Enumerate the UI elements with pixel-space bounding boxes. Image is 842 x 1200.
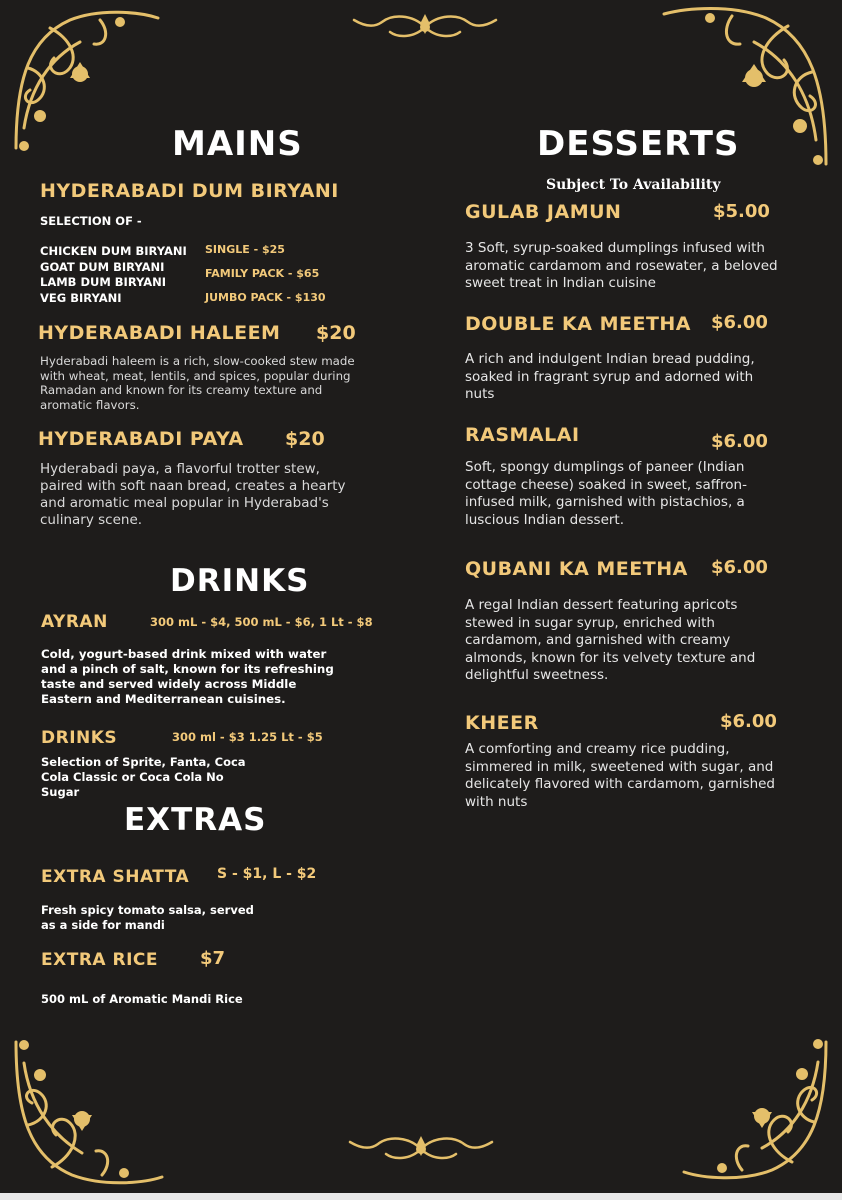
desserts-heading: DESSERTS (537, 124, 740, 164)
gulab-jamun-description: 3 Soft, syrup-soaked dumplings infused with aromatic cardamom and rosewater, a beloved sweet treat in Indian cuisine (465, 240, 778, 291)
double-ka-meetha-title: DOUBLE KA MEETHA (465, 313, 692, 335)
paya-title: HYDERABADI PAYA (38, 428, 244, 450)
rice-price: $7 (200, 948, 226, 969)
qubani-ka-meetha-price: $6.00 (711, 557, 768, 578)
rice-description: 500 mL of Aromatic Mandi Rice (41, 992, 243, 1006)
biryani-title: HYDERABADI DUM BIRYANI (40, 180, 339, 202)
biryani-selection-label: SELECTION OF - (40, 214, 142, 228)
double-ka-meetha-description: A rich and indulgent Indian bread pudding, soaked in fragrant syrup and adorned with nuts (465, 351, 755, 402)
drinks-heading: DRINKS (170, 563, 310, 599)
biryani-options-list (40, 244, 187, 306)
paya-description: Hyderabadi paya, a flavorful trotter stew, paired with soft naan bread, creates a hearty and aromatic meal popular in Hyderabad's culinary scene. (40, 461, 346, 528)
list-item: VEG BIRYANI (40, 290, 122, 305)
corner-flourish-icon (10, 8, 160, 158)
kheer-description: A comforting and creamy rice pudding, simmered in milk, sweetened with sugar, and delicately flavored with cardamom, garnished with nuts (465, 741, 775, 810)
haleem-title: HYDERABADI HALEEM (38, 322, 281, 344)
list-item: LAMB DUM BIRYANI (40, 275, 167, 289)
soft-drinks-description: Selection of Sprite, Fanta, Coca Cola Classic or Coca Cola No Sugar (41, 755, 246, 799)
center-flourish-icon (352, 12, 498, 42)
shatta-price: S - $1, L - $2 (217, 866, 317, 882)
soft-drinks-price: 300 ml - $3 1.25 Lt - $5 (172, 730, 323, 744)
haleem-description: Hyderabadi haleem is a rich, slow-cooked stew made with wheat, meat, lentils, and spices, popular during Ramadan and known for its creamy texture and aromatic flavors. (40, 354, 355, 412)
ayran-price: 300 mL - $4, 500 mL - $6, 1 Lt - $8 (150, 615, 373, 629)
paya-price: $20 (285, 428, 325, 450)
rice-title: EXTRA RICE (41, 950, 158, 970)
list-item: CHICKEN DUM BIRYANI (40, 244, 187, 258)
extras-heading: EXTRAS (124, 802, 267, 838)
gulab-jamun-price: $5.00 (713, 201, 770, 222)
rasmalai-description: Soft, spongy dumplings of paneer (Indian cottage cheese) soaked in sweet, saffron-infused milk, garnished with pistachios, a luscious Indian dessert. (465, 459, 747, 528)
kheer-title: KHEER (465, 712, 539, 734)
desserts-subtitle: Subject To Availability (546, 177, 721, 193)
corner-flourish-icon (682, 1032, 832, 1182)
biryani-size-jumbo: JUMBO PACK - $130 (205, 291, 326, 304)
biryani-size-family: FAMILY PACK - $65 (205, 267, 320, 280)
rasmalai-price: $6.00 (711, 431, 768, 452)
mains-heading: MAINS (172, 124, 303, 164)
shatta-title: EXTRA SHATTA (41, 867, 190, 887)
double-ka-meetha-price: $6.00 (711, 312, 768, 333)
ayran-description: Cold, yogurt-based drink mixed with water and a pinch of salt, known for its refreshing taste and served widely across Middle Eastern and Mediterranean cuisines. (41, 647, 334, 706)
corner-flourish-icon (10, 1032, 165, 1187)
qubani-ka-meetha-description: A regal Indian dessert featuring apricots stewed in sugar syrup, enriched with cardamom, and garnished with creamy almonds, known for its velvety texture and delightful sweetness. (465, 597, 756, 683)
bottom-divider (0, 1193, 842, 1200)
haleem-price: $20 (316, 322, 356, 344)
qubani-ka-meetha-title: QUBANI KA MEETHA (465, 558, 688, 580)
kheer-price: $6.00 (720, 711, 777, 732)
center-flourish-icon (348, 1134, 494, 1164)
biryani-size-single: SINGLE - $25 (205, 243, 285, 256)
rasmalai-title: RASMALAI (465, 424, 580, 446)
ayran-title: AYRAN (41, 612, 108, 632)
shatta-description: Fresh spicy tomato salsa, served as a side for mandi (41, 903, 254, 932)
gulab-jamun-title: GULAB JAMUN (465, 201, 622, 223)
list-item: GOAT DUM BIRYANI (40, 259, 165, 274)
soft-drinks-title: DRINKS (41, 728, 118, 748)
